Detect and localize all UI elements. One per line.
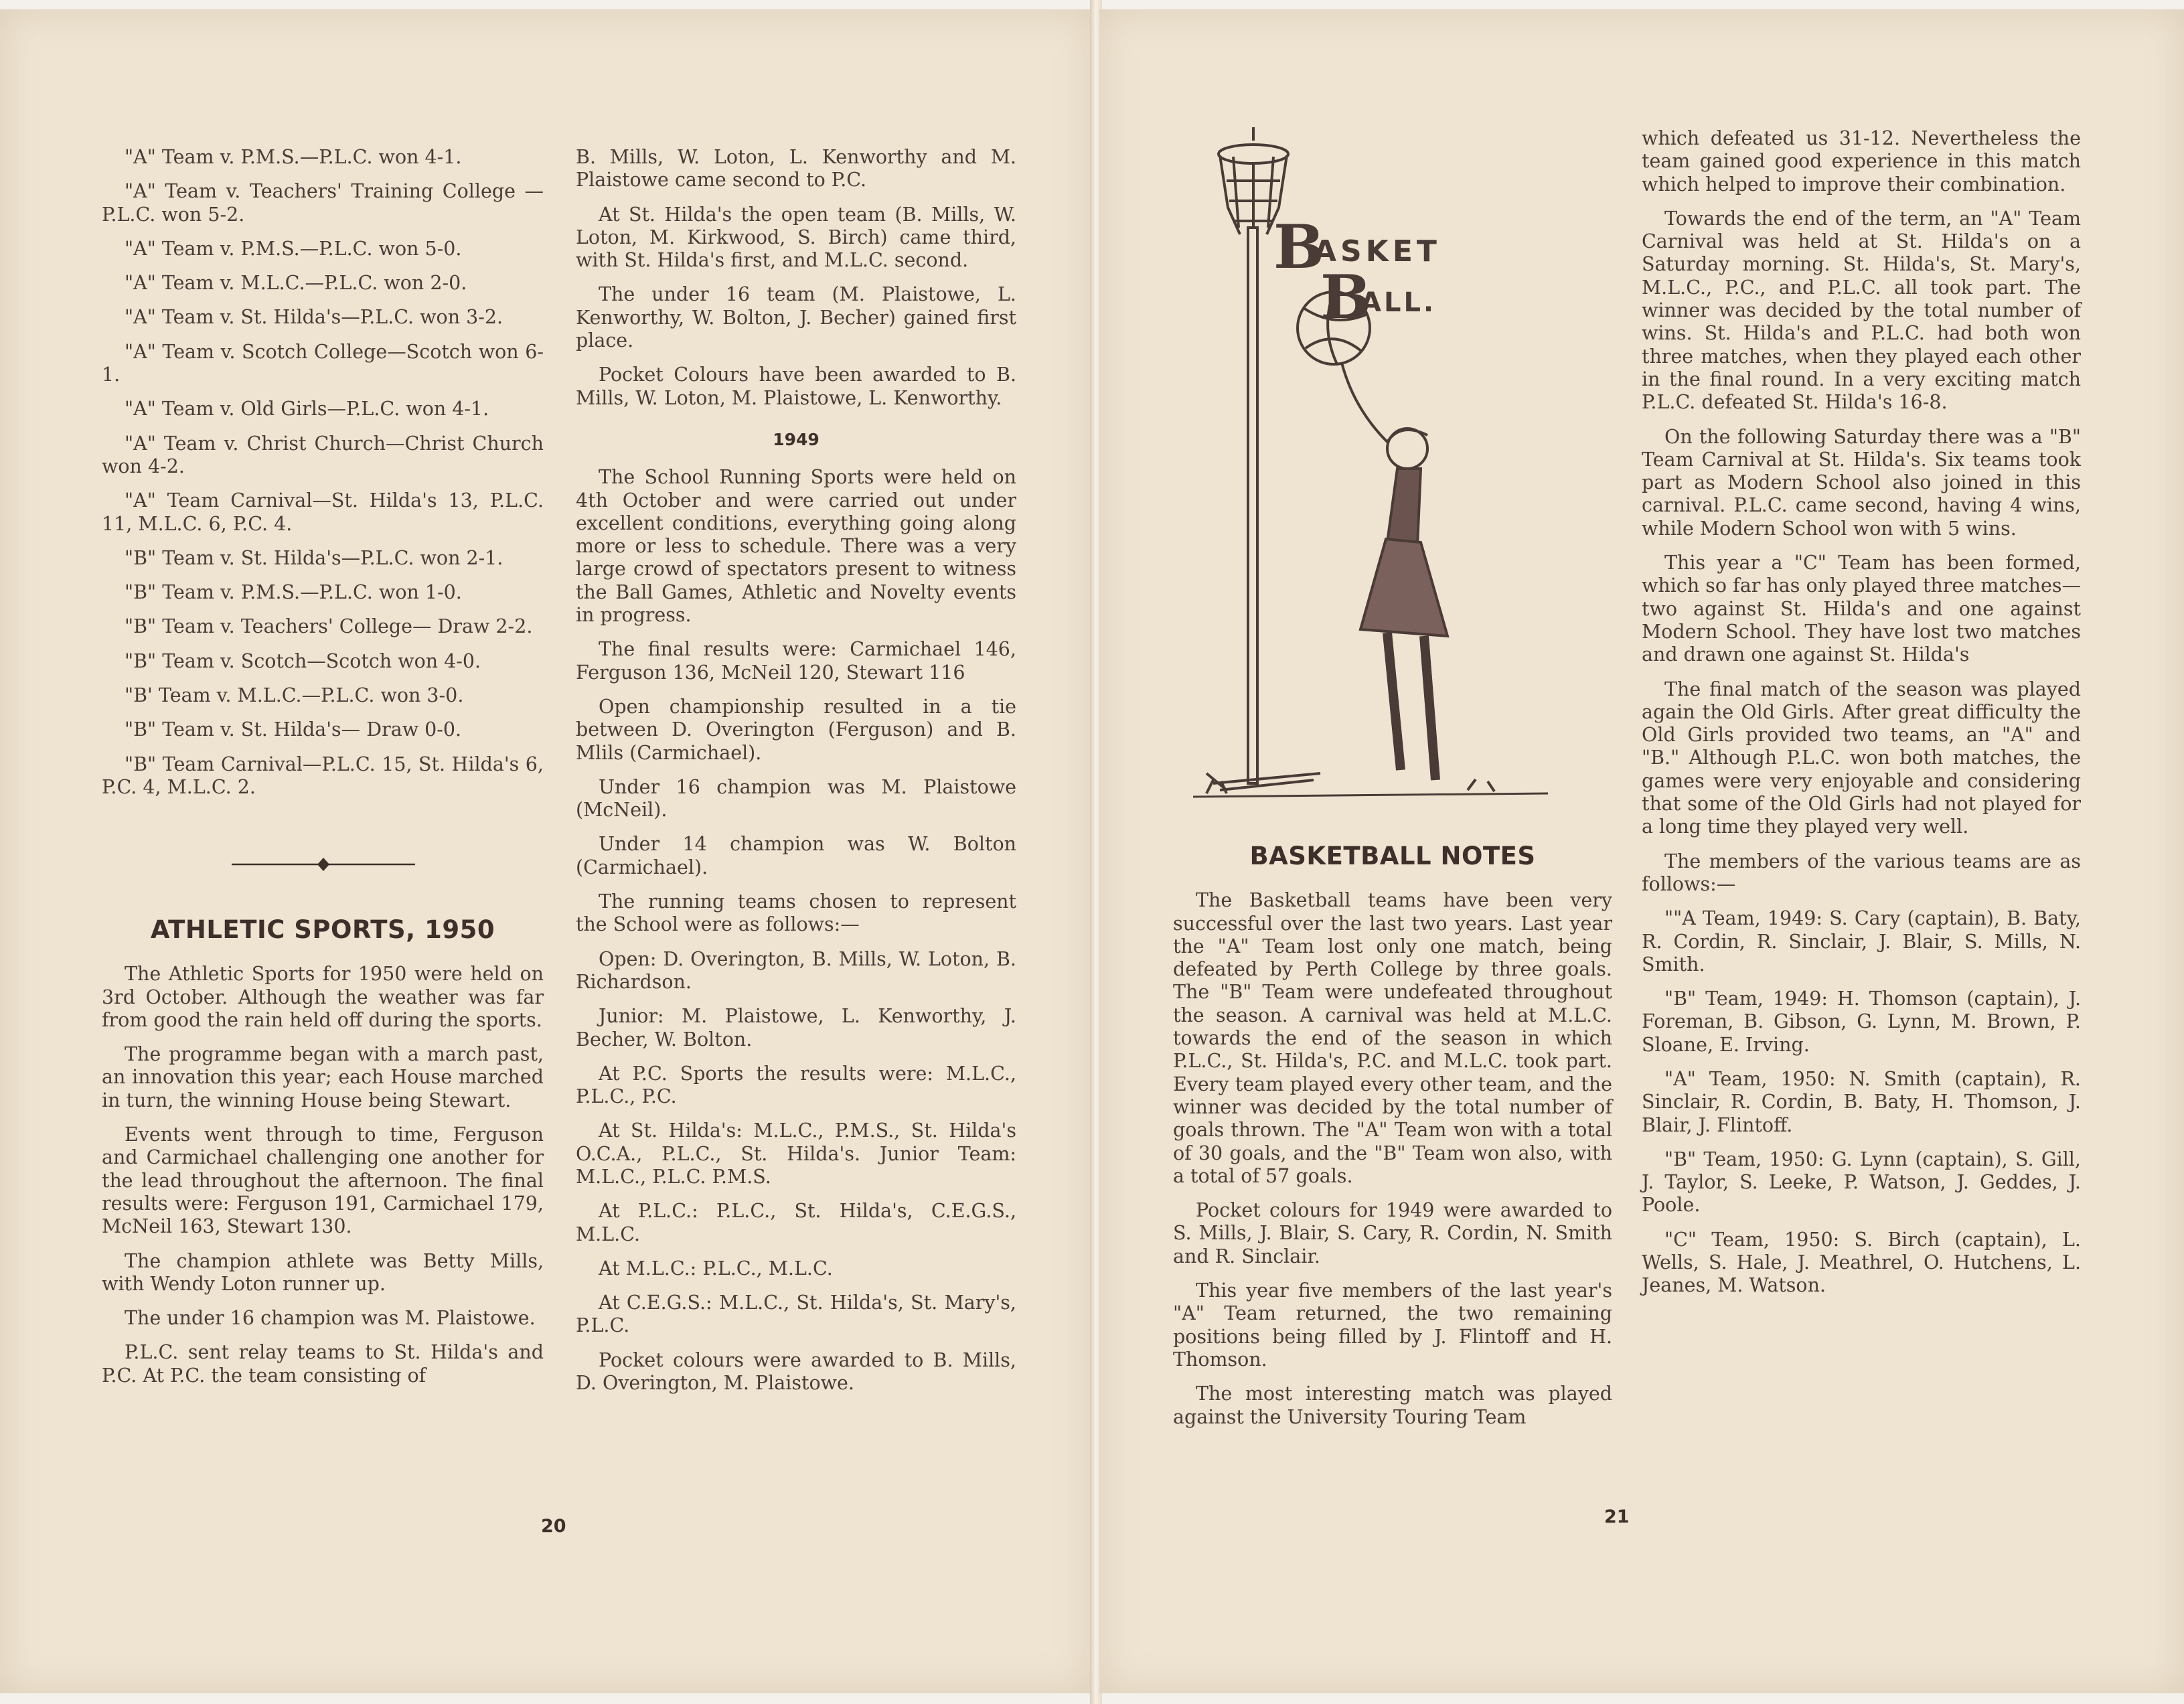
paragraph: Under 16 champion was M. Plaistowe (McNeil). <box>576 775 1016 822</box>
page-number: 20 <box>541 1516 566 1537</box>
paragraph: At C.E.G.S.: M.L.C., St. Hilda's, St. Mary's, P.L.C. <box>576 1292 1016 1337</box>
paragraph: At P.L.C.: P.L.C., St. Hilda's, C.E.G.S., M.L.C. <box>576 1200 1016 1245</box>
paragraph: Pocket colours were awarded to B. Mills, D. Overington, M. Plaistowe. <box>576 1348 1016 1395</box>
left-column-1 <box>102 146 544 810</box>
illustration-title-line1: ASKET <box>1314 234 1441 268</box>
team-list: "A" Team, 1950: N. Smith (captain), R. Sinclair, R. Cordin, B. Baty, H. Thomson, J. Blair, J. Flintoff. <box>1642 1067 2081 1136</box>
paragraph: The Athletic Sports for 1950 were held on 3rd October. Although the weather was far from good the rain held off during the sports. <box>102 963 544 1031</box>
team-list: "B" Team, 1950: G. Lynn (captain), S. Gill, J. Taylor, S. Leeke, P. Watson, J. Geddes, J. Poole. <box>1642 1148 2081 1217</box>
paragraph: which defeated us 31-12. Nevertheless the team gained good experience in this match which helped to improve their combination. <box>1642 127 2081 196</box>
result-line: "A" Team v. M.L.C.—P.L.C. won 2-0. <box>125 272 467 295</box>
paragraph: The running teams chosen to represent the School were as follows:— <box>576 890 1016 936</box>
paragraph: The School Running Sports were held on 4th October and were carried out under excellent conditions, everything going along more or less to schedule. There was a very large crowd of spectators present to witness the Ball Games, Athletic and Novelty events in progress. <box>576 466 1016 627</box>
paragraph: Open championship resulted in a tie between D. Overington (Ferguson) and B. Mlils (Carmichael). <box>576 695 1016 764</box>
illustration-title-line2: ALL. <box>1360 287 1437 318</box>
illustration-title-initial: B <box>1273 212 1325 283</box>
paragraph: Under 14 champion was W. Bolton (Carmichael). <box>576 833 1016 878</box>
paragraph: The most interesting match was played against the University Touring Team <box>1173 1383 1612 1428</box>
paragraph: P.L.C. sent relay teams to St. Hilda's and P.C. At P.C. the team consisting of <box>102 1341 544 1387</box>
year-1949-heading: 1949 <box>773 429 820 449</box>
result-line: "A" Team v. P.M.S.—P.L.C. won 4-1. <box>125 146 462 168</box>
result-line: "B" Team v. St. Hilda's—P.L.C. won 2-1. <box>125 546 503 569</box>
result-line: "B" Team v. P.M.S.—P.L.C. won 1-0. <box>125 581 462 604</box>
paragraph: Open: D. Overington, B. Mills, W. Loton, B. Richardson. <box>576 947 1016 993</box>
result-line: "A" Team v. Scotch College—Scotch won 6-1. <box>102 340 544 386</box>
result-line: "B" Team v. Teachers' College— Draw 2-2. <box>125 615 533 638</box>
match-results-list <box>102 146 544 799</box>
paragraph: At M.L.C.: P.L.C., M.L.C. <box>599 1257 833 1280</box>
paragraph: The champion athlete was Betty Mills, with Wendy Loton runner up. <box>102 1249 544 1295</box>
left-page <box>0 9 1093 1693</box>
paragraph: The under 16 champion was M. Plaistowe. <box>125 1307 536 1330</box>
illustration-title-initial2: B <box>1320 262 1372 333</box>
paragraph: This year a "C" Team has been formed, which so far has only played three matches—two against St. Hilda's and one against Modern School. They have lost two matches and drawn one against St. Hilda's <box>1642 552 2081 666</box>
result-line: "A" Team v. Teachers' Training College —P.L.C. won 5-2. <box>102 180 544 226</box>
paragraph: B. Mills, W. Loton, L. Kenworthy and M. Plaistowe came second to P.C. <box>576 146 1016 191</box>
result-line: "B' Team v. M.L.C.—P.L.C. won 3-0. <box>125 684 464 707</box>
right-column-2 <box>1642 127 2081 1309</box>
athletic-sports-section <box>102 915 544 1399</box>
paragraph: On the following Saturday there was a "B" Team Carnival at St. Hilda's. Six teams took part as Modern School also joined in this carnival. P.L.C. came second, having 4 wins, while Modern School won with 5 wins. <box>1642 425 2081 540</box>
paragraph: Towards the end of the term, an "A" Team Carnival was held at St. Hilda's on a Saturday morning. St. Hilda's, St. Mary's, M.L.C., P.C., and P.L.C. all took part. The winner was decided by the total number of wins. St. Hilda's and P.L.C. had both won three matches, when they played each other in the final round. In a very exciting match P.L.C. defeated St. Hilda's 16-8. <box>1642 207 2081 414</box>
paragraph: The under 16 team (M. Plaistowe, L. Kenworthy, W. Bolton, J. Becher) gained first place. <box>576 283 1016 352</box>
result-line: "A" Team v. Old Girls—P.L.C. won 4-1. <box>125 398 489 420</box>
paragraph: Pocket Colours have been awarded to B. Mills, W. Loton, M. Plaistowe, L. Kenworthy. <box>576 364 1016 409</box>
paragraph: Junior: M. Plaistowe, L. Kenworthy, J. Becher, W. Bolton. <box>576 1005 1016 1051</box>
paragraph: At P.C. Sports the results were: M.L.C., P.L.C., P.C. <box>576 1062 1016 1108</box>
paragraph: Pocket colours for 1949 were awarded to S. Mills, J. Blair, S. Cary, R. Cordin, N. Smith and R. Sinclair. <box>1173 1199 1612 1267</box>
right-column-1 <box>1173 842 1612 1440</box>
result-line: "A" Team v. Christ Church—Christ Church won 4-2. <box>102 432 544 477</box>
athletic-sports-heading: ATHLETIC SPORTS, 1950 <box>150 915 495 944</box>
paragraph: At St. Hilda's the open team (B. Mills, W. Loton, M. Kirkwood, S. Birch) came third, with St. Hilda's first, and M.L.C. second. <box>576 203 1016 272</box>
section-divider <box>230 854 416 874</box>
basketball-notes-heading: BASKETBALL NOTES <box>1249 842 1536 870</box>
paragraph: At St. Hilda's: M.L.C., P.M.S., St. Hilda's O.C.A., P.L.C., St. Hilda's. Junior Team: M.L.C., P.L.C. P.M.S. <box>576 1119 1016 1188</box>
result-line: "B" Team Carnival—P.L.C. 15, St. Hilda's 6, P.C. 4, M.L.C. 2. <box>102 753 544 798</box>
paragraph: This year five members of the last year's "A" Team returned, the two remaining positions being filled by J. Flintoff and H. Thomson. <box>1173 1280 1612 1371</box>
team-list: ""A Team, 1949: S. Cary (captain), B. Baty, R. Cordin, R. Sinclair, J. Blair, S. Mills, N. Smith. <box>1642 907 2081 976</box>
team-list: "C" Team, 1950: S. Birch (captain), L. Wells, S. Hale, J. Meathrel, O. Hutchens, L. Jeanes, M. Watson. <box>1642 1228 2081 1297</box>
result-line: "A" Team v. St. Hilda's—P.L.C. won 3-2. <box>125 306 503 329</box>
page-number: 21 <box>1604 1506 1630 1527</box>
result-line: "A" Team v. P.M.S.—P.L.C. won 5-0. <box>125 237 462 260</box>
result-line: "A" Team Carnival—St. Hilda's 13, P.L.C. 11, M.L.C. 6, P.C. 4. <box>102 489 544 535</box>
paragraph: The members of the various teams are as follows:— <box>1642 850 2081 895</box>
paragraph: The final match of the season was played again the Old Girls. After great difficulty the Old Girls provided two teams, an "A" and "B." Although P.L.C. won both matches, the games were very enjoyable and considering that some of the Old Girls had not played for a long time they played very well. <box>1642 678 2081 838</box>
paragraph: The Basketball teams have been very successful over the last two years. Last year the "A" Team lost only one match, being defeated by Perth College by three goals. The "B" Team were undefeated throughout the season. A carnival was held at M.L.C. towards the end of the season in which P.L.C., St. Hilda's, P.C. and M.L.C. took part. Every team played every other team, and the winner was decided by the total number of goals thrown. The "A" Team won with a total of 30 goals, and the "B" Team won also, with a total of 57 goals. <box>1173 889 1612 1187</box>
result-line: "B" Team v. St. Hilda's— Draw 0-0. <box>125 718 462 741</box>
paragraph: Events went through to time, Ferguson and Carmichael challenging one another for the lead throughout the afternoon. The final results were: Ferguson 191, Carmichael 179, McNeil 163, Stewart 130. <box>102 1124 544 1238</box>
paragraph: The final results were: Carmichael 146, Ferguson 136, McNeil 120, Stewart 116 <box>576 638 1016 684</box>
left-column-2 <box>576 146 1016 1406</box>
team-list: "B" Team, 1949: H. Thomson (captain), J. Foreman, B. Gibson, G. Lynn, M. Brown, P. Sloane, E. Irving. <box>1642 988 2081 1056</box>
result-line: "B" Team v. Scotch—Scotch won 4-0. <box>125 649 481 672</box>
basketball-player-illustration <box>1186 127 1561 817</box>
paragraph: The programme began with a march past, an innovation this year; each House marched in turn, the winning House being Stewart. <box>102 1043 544 1111</box>
